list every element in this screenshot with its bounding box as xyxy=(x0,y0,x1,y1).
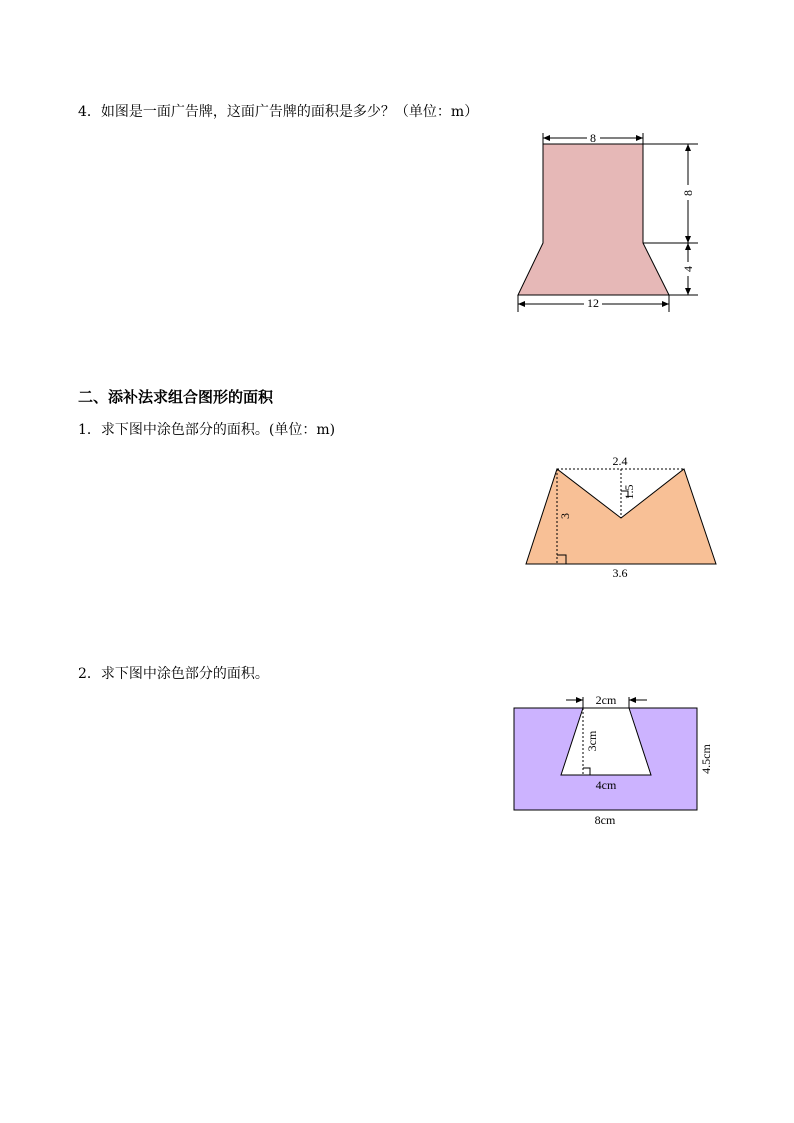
question-text: 如图是一面广告牌，这面广告牌的面积是多少？（单位：m） xyxy=(100,104,479,120)
height-label: 3 xyxy=(558,513,572,519)
notch-depth-label: 1.5 xyxy=(622,484,636,500)
question-text: 求下图中涂色部分的面积。(单位：m) xyxy=(100,422,336,438)
top-width-label: 2cm xyxy=(595,693,617,707)
question-number: 1． xyxy=(78,422,101,438)
section-heading: 二、添补法求组合图形的面积 xyxy=(78,388,274,406)
question-text: 求下图中涂色部分的面积。 xyxy=(100,666,269,682)
inner-height-label: 3cm xyxy=(585,730,599,752)
question-number: 4． xyxy=(78,104,101,120)
inner-bottom-label: 4cm xyxy=(595,778,617,792)
rect-height-label: 4.5cm xyxy=(699,744,713,774)
bottom-width-label: 3.6 xyxy=(612,566,628,580)
top-width-label: 8 xyxy=(590,131,596,145)
lower-height-label: 4 xyxy=(681,266,695,272)
upper-height-label: 8 xyxy=(681,190,695,196)
top-width-label: 2.4 xyxy=(612,454,628,468)
bottom-width-label: 12 xyxy=(587,296,599,310)
question-number: 2． xyxy=(78,666,101,682)
rect-width-label: 8cm xyxy=(594,813,616,827)
